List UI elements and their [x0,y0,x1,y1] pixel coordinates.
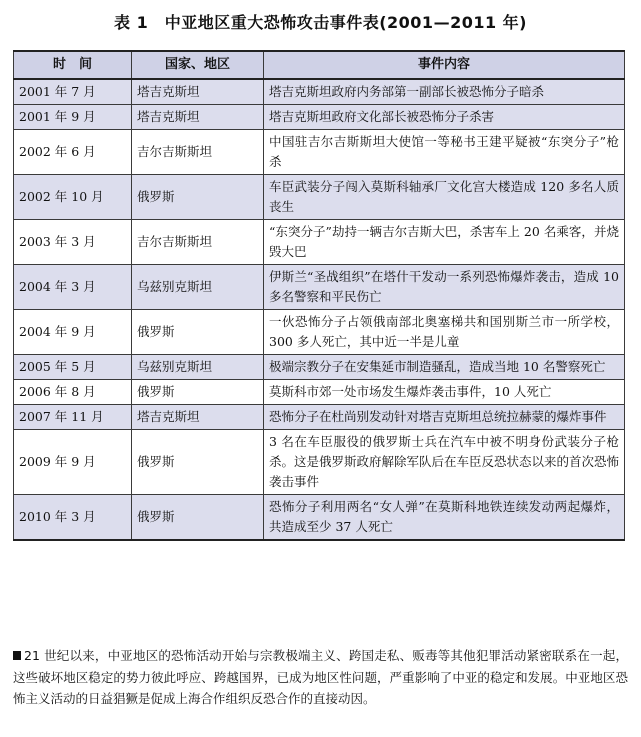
cell-event: 塔吉克斯坦政府文化部长被恐怖分子杀害 [264,105,625,130]
events-table [13,50,625,541]
cell-date: 2001 年 9 月 [14,105,132,130]
cell-date: 2002 年 10 月 [14,175,132,220]
cell-date: 2007 年 11 月 [14,405,132,430]
table-row [14,405,625,430]
table-row [14,175,625,220]
cell-region: 俄罗斯 [132,380,264,405]
table-header-row [14,51,625,79]
cell-date: 2002 年 6 月 [14,130,132,175]
cell-date: 2010 年 3 月 [14,495,132,541]
cell-event: 伊斯兰“圣战组织”在塔什干发动一系列恐怖爆炸袭击，造成 10 多名警察和平民伤亡 [264,265,625,310]
cell-date: 2009 年 9 月 [14,430,132,495]
cell-region: 吉尔吉斯斯坦 [132,220,264,265]
cell-region: 俄罗斯 [132,495,264,541]
table-row [14,380,625,405]
table-row [14,430,625,495]
cell-event: 塔吉克斯坦政府内务部第一副部长被恐怖分子暗杀 [264,79,625,105]
table-row [14,310,625,355]
cell-region: 乌兹别克斯坦 [132,265,264,310]
cell-region: 俄罗斯 [132,430,264,495]
cell-date: 2001 年 7 月 [14,79,132,105]
cell-region: 塔吉克斯坦 [132,405,264,430]
cell-region: 乌兹别克斯坦 [132,355,264,380]
table-row [14,355,625,380]
cell-region: 俄罗斯 [132,175,264,220]
table-row [14,265,625,310]
cell-region: 塔吉克斯坦 [132,79,264,105]
header-date: 时 间 [14,51,132,79]
cell-date: 2006 年 8 月 [14,380,132,405]
cell-date: 2004 年 3 月 [14,265,132,310]
caption-text: 21 世纪以来，中亚地区的恐怖活动开始与宗教极端主义、跨国走私、贩毒等其他犯罪活动紧密联系在一起，这些破坏地区稳定的势力彼此呼应、跨越国界，已成为地区性问题，严重影响了中亚的稳定和发展。中亚地区恐怖主义活动的日益猖獗是促成上海合作组织反恐合作的直接动因。 [13,648,628,706]
table-row [14,495,625,541]
cell-event: 极端宗教分子在安集延市制造骚乱，造成当地 10 名警察死亡 [264,355,625,380]
cell-event: 3 名在车臣服役的俄罗斯士兵在汽车中被不明身份武装分子枪杀。这是俄罗斯政府解除军队后在车臣反恐状态以来的首次恐怖袭击事件 [264,430,625,495]
cell-date: 2005 年 5 月 [14,355,132,380]
table-row [14,130,625,175]
cell-date: 2004 年 9 月 [14,310,132,355]
cell-event: 恐怖分子在杜尚别发动针对塔吉克斯坦总统拉赫蒙的爆炸事件 [264,405,625,430]
cell-event: 恐怖分子利用两名“女人弹”在莫斯科地铁连续发动两起爆炸，共造成至少 37 人死亡 [264,495,625,541]
figure-caption [13,645,628,710]
cell-region: 俄罗斯 [132,310,264,355]
cell-date: 2003 年 3 月 [14,220,132,265]
cell-event: 一伙恐怖分子占领俄南部北奥塞梯共和国别斯兰市一所学校，300 多人死亡，其中近一半是儿童 [264,310,625,355]
cell-event: 中国驻吉尔吉斯斯坦大使馆一等秘书王建平疑被“东突分子”枪杀 [264,130,625,175]
cell-event: 车臣武装分子闯入莫斯科轴承厂文化宫大楼造成 120 多名人质丧生 [264,175,625,220]
header-region: 国家、地区 [132,51,264,79]
table-row [14,105,625,130]
cell-region: 吉尔吉斯斯坦 [132,130,264,175]
cell-event: 莫斯科市郊一处市场发生爆炸袭击事件，10 人死亡 [264,380,625,405]
table-row [14,79,625,105]
table-row [14,220,625,265]
table-title: 表 1 中亚地区重大恐怖攻击事件表(2001—2011 年) [114,13,527,32]
cell-event: “东突分子”劫持一辆吉尔吉斯大巴，杀害车上 20 名乘客，并烧毁大巴 [264,220,625,265]
square-bullet-icon [13,651,21,660]
header-event: 事件内容 [264,51,625,79]
cell-region: 塔吉克斯坦 [132,105,264,130]
